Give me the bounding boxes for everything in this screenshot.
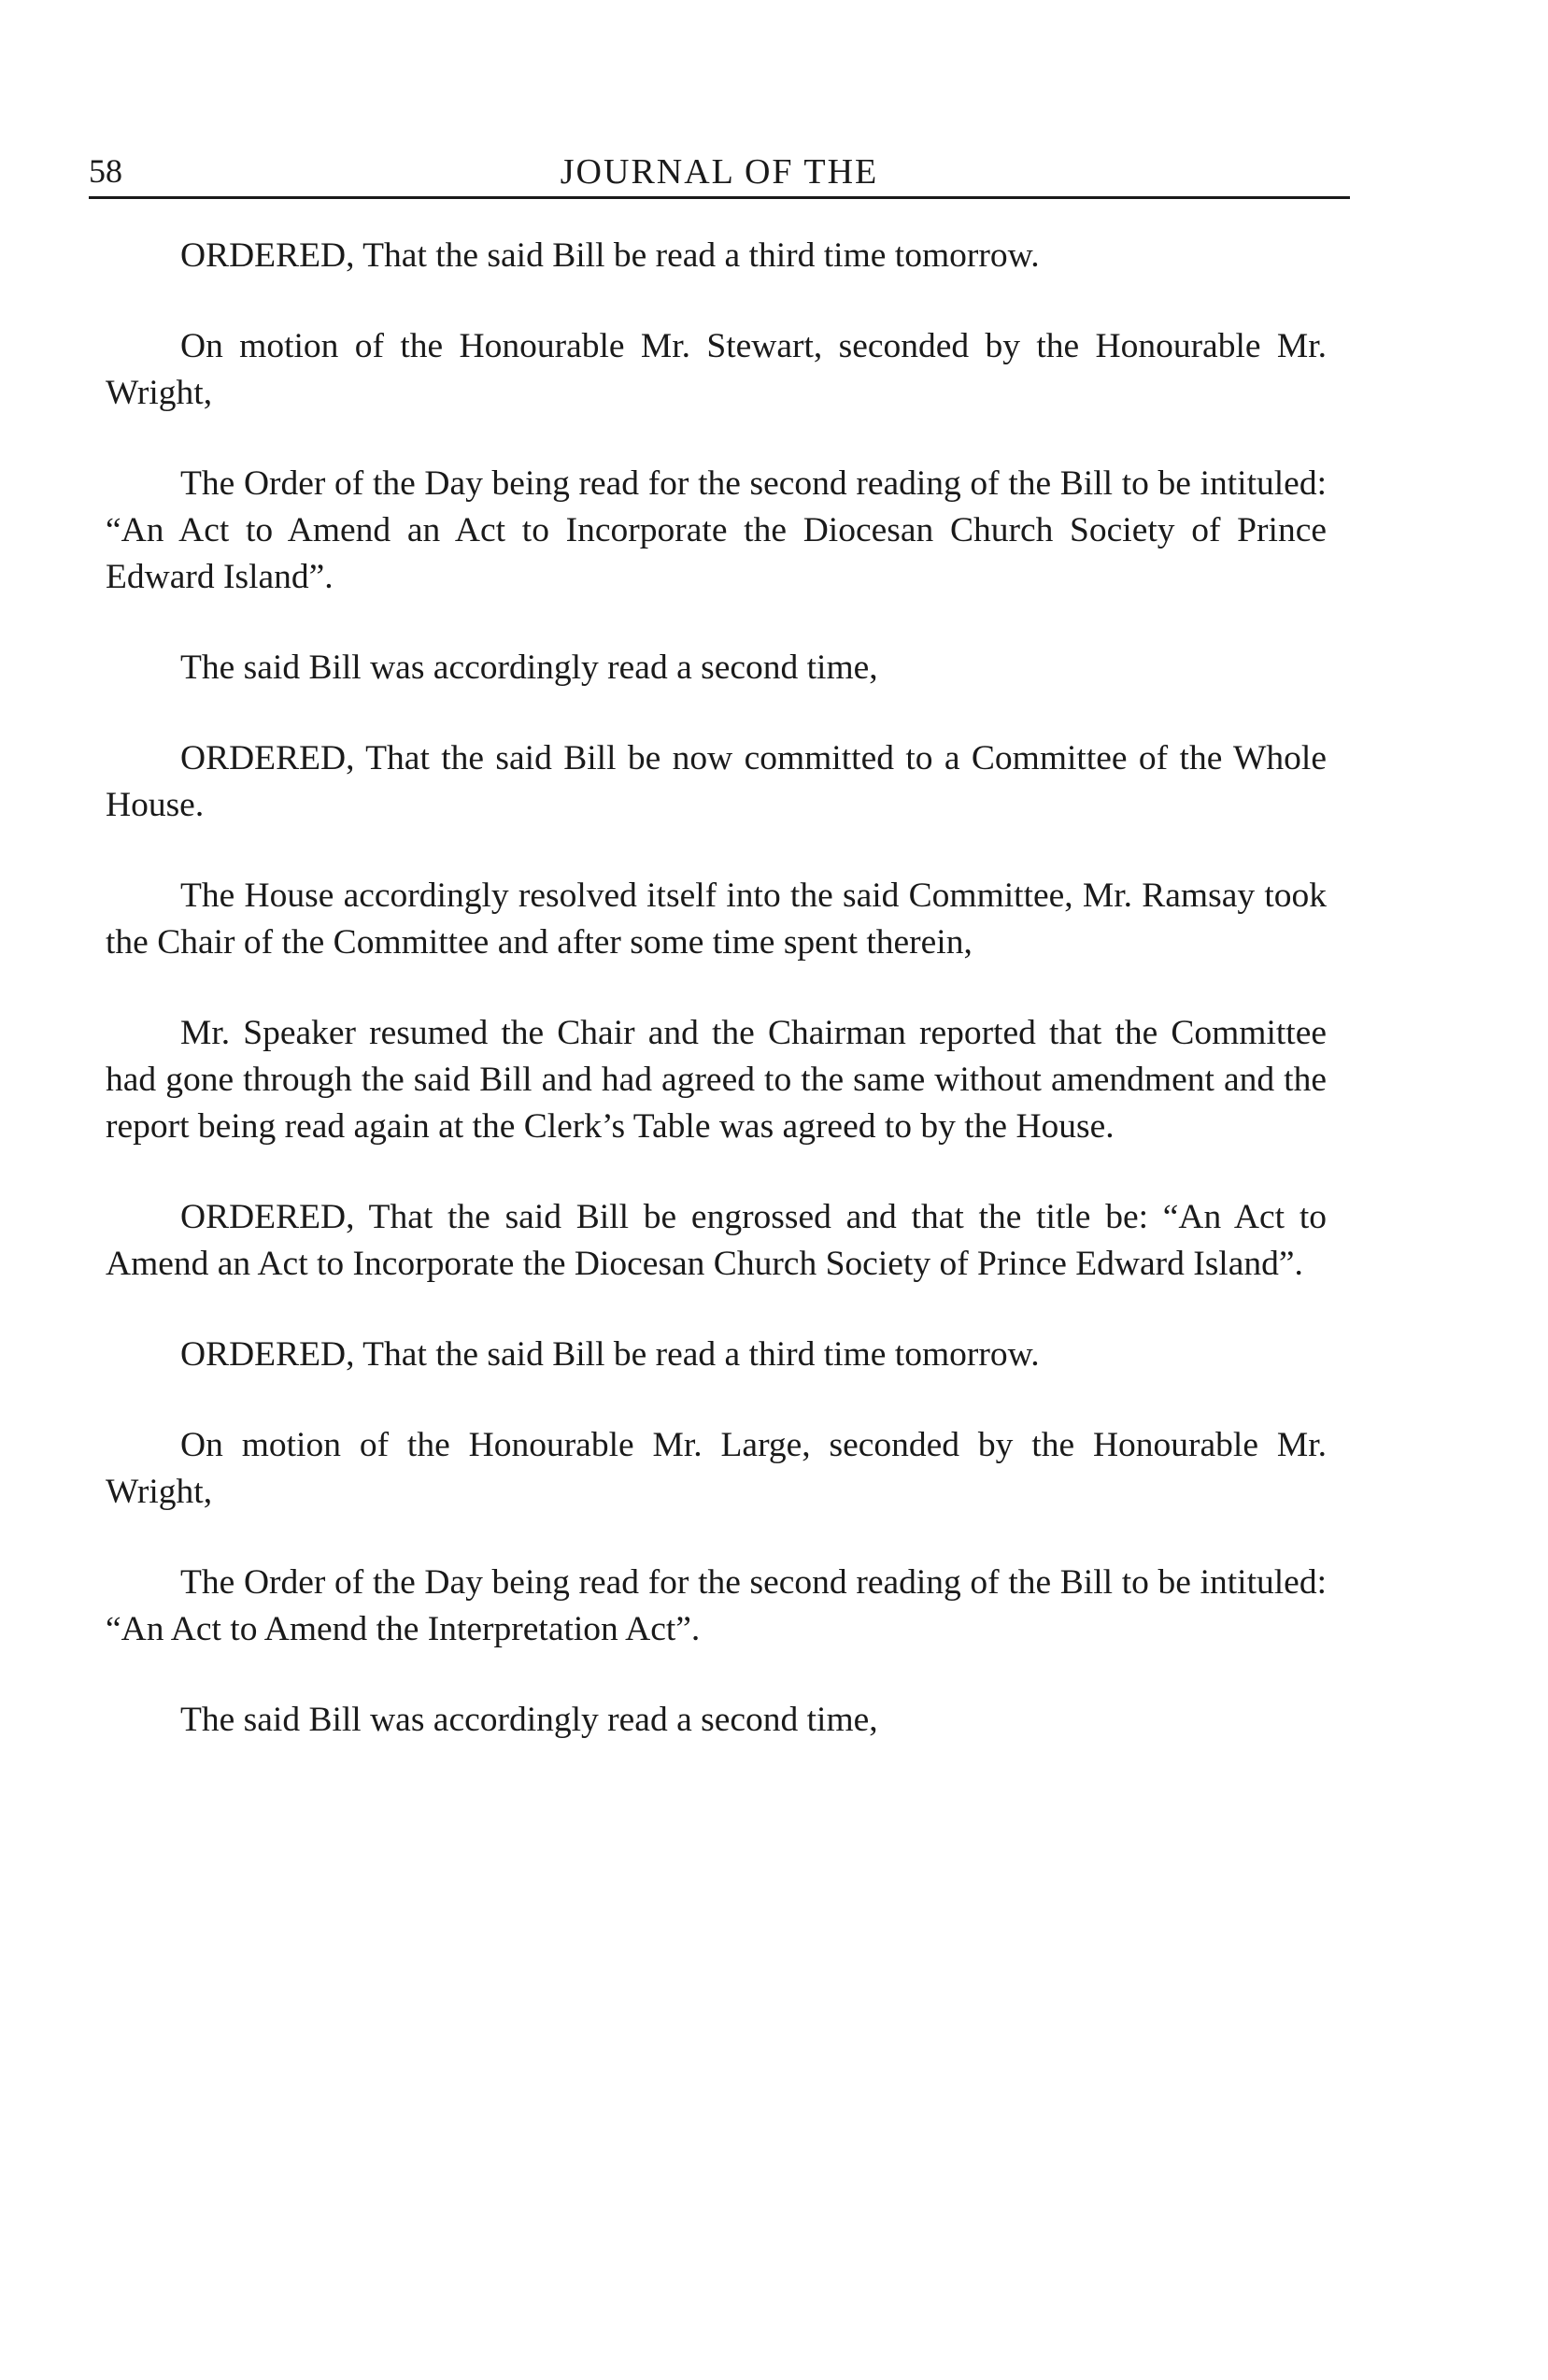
journal-body [89,233,1350,1744]
page-number: 58 [89,152,122,190]
paragraph: ORDERED, That the said Bill be engrossed and that the title be: “An Act to Amend an Act to Incorporate the Diocesan Church Society of Prince Edward Island”. [106,1198,1327,1283]
paragraph: The said Bill was accordingly read a second time, [180,1701,878,1739]
paragraph: ORDERED, That the said Bill be read a third time tomorrow. [180,1335,1040,1374]
paragraph: ORDERED, That the said Bill be read a third time tomorrow. [180,236,1040,275]
paragraph: The said Bill was accordingly read a second time, [180,648,878,687]
journal-page [89,140,1350,1788]
paragraph: The Order of the Day being read for the second reading of the Bill to be intituled: “An Act to Amend an Act to Incorporate the Diocesan Church Society of Prince Edward Island”. [106,464,1327,596]
paragraph: The House accordingly resolved itself into the said Committee, Mr. Ramsay took the Chair of the Committee and after some time spent therein, [106,876,1327,962]
paragraph: On motion of the Honourable Mr. Stewart, seconded by the Honourable Mr. Wright, [106,327,1327,412]
paragraph: Mr. Speaker resumed the Chair and the Chairman reported that the Committee had gone through the said Bill and had agreed to the same without amendment and the report being read again at the Clerk’s Table was agreed to by the House. [106,1014,1327,1146]
paragraph: ORDERED, That the said Bill be now committed to a Committee of the Whole House. [106,739,1327,824]
paragraph: The Order of the Day being read for the second reading of the Bill to be intituled: “An Act to Amend the Interpretation Act”. [106,1563,1327,1648]
running-head: JOURNAL OF THE [560,152,879,192]
paragraph: On motion of the Honourable Mr. Large, seconded by the Honourable Mr. Wright, [106,1426,1327,1511]
page-header [89,140,1350,199]
